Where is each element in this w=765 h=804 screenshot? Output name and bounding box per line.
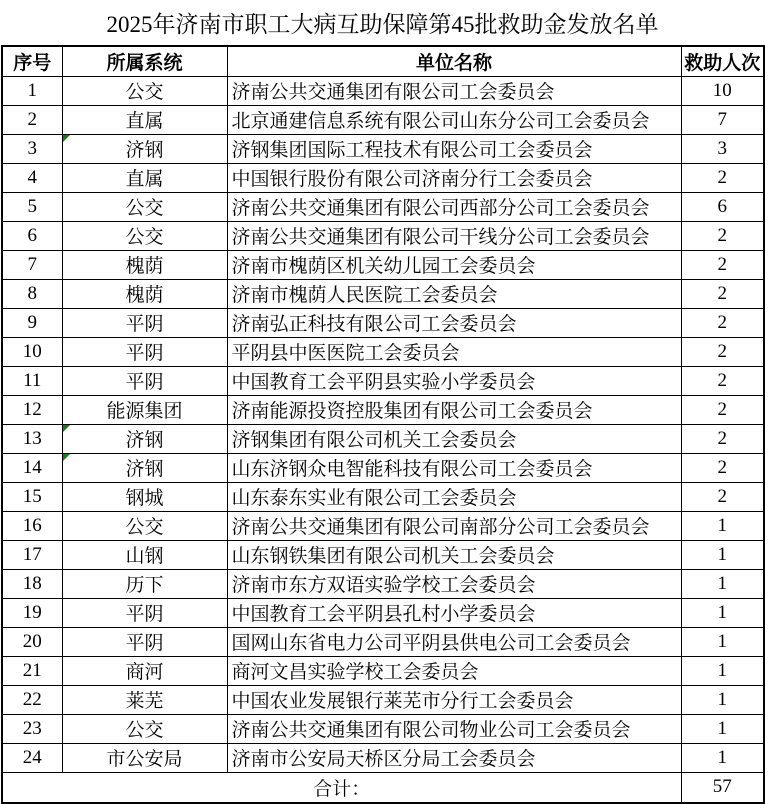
aid-count-cell: 1 bbox=[681, 627, 764, 656]
page-title: 2025年济南市职工大病互助保障第45批救助金发放名单 bbox=[106, 12, 659, 37]
table-row bbox=[2, 76, 764, 105]
unit-name-cell: 济南公共交通集团有限公司工会委员会 bbox=[227, 76, 681, 105]
serial-cell: 23 bbox=[2, 714, 62, 743]
cell-error-flag-triangle-icon bbox=[63, 454, 70, 461]
aid-count-cell: 2 bbox=[681, 453, 764, 482]
col-header-system: 所属系统 bbox=[62, 46, 227, 76]
aid-count-cell: 2 bbox=[681, 395, 764, 424]
system-cell: 济钢 bbox=[62, 424, 227, 453]
unit-name-cell: 济南公共交通集团有限公司干线分公司工会委员会 bbox=[227, 221, 681, 250]
aid-count-cell: 1 bbox=[681, 540, 764, 569]
serial-cell: 19 bbox=[2, 598, 62, 627]
serial-cell: 15 bbox=[2, 482, 62, 511]
system-cell: 商河 bbox=[62, 656, 227, 685]
unit-name-cell: 山东泰东实业有限公司工会委员会 bbox=[227, 482, 681, 511]
serial-cell: 8 bbox=[2, 279, 62, 308]
aid-count-cell: 1 bbox=[681, 598, 764, 627]
table-row bbox=[2, 366, 764, 395]
serial-cell: 14 bbox=[2, 453, 62, 482]
unit-name-cell: 济南市东方双语实验学校工会委员会 bbox=[227, 569, 681, 598]
serial-cell: 18 bbox=[2, 569, 62, 598]
unit-name-cell: 济南市槐荫区机关幼儿园工会委员会 bbox=[227, 250, 681, 279]
relief-fund-table bbox=[1, 45, 765, 804]
unit-name-cell: 济南弘正科技有限公司工会委员会 bbox=[227, 308, 681, 337]
serial-cell: 24 bbox=[2, 743, 62, 772]
cell-error-flag-triangle-icon bbox=[63, 425, 70, 432]
serial-cell: 1 bbox=[2, 76, 62, 105]
system-cell: 平阴 bbox=[62, 598, 227, 627]
aid-count-cell: 2 bbox=[681, 308, 764, 337]
table-row bbox=[2, 453, 764, 482]
aid-count-cell: 1 bbox=[681, 656, 764, 685]
cell-error-flag-triangle-icon bbox=[63, 135, 70, 142]
unit-name-cell: 中国教育工会平阴县孔村小学委员会 bbox=[227, 598, 681, 627]
system-cell: 槐荫 bbox=[62, 250, 227, 279]
aid-count-cell: 2 bbox=[681, 366, 764, 395]
table-row bbox=[2, 627, 764, 656]
system-cell: 钢城 bbox=[62, 482, 227, 511]
unit-name-cell: 济南市公安局天桥区分局工会委员会 bbox=[227, 743, 681, 772]
table-row bbox=[2, 134, 764, 163]
serial-cell: 7 bbox=[2, 250, 62, 279]
serial-cell: 16 bbox=[2, 511, 62, 540]
unit-name-cell: 山东济钢众电智能科技有限公司工会委员会 bbox=[227, 453, 681, 482]
table-body bbox=[2, 76, 764, 772]
system-cell: 槐荫 bbox=[62, 279, 227, 308]
system-cell: 能源集团 bbox=[62, 395, 227, 424]
aid-count-cell: 1 bbox=[681, 569, 764, 598]
table-row bbox=[2, 221, 764, 250]
table-row bbox=[2, 540, 764, 569]
table-row bbox=[2, 569, 764, 598]
system-cell: 济钢 bbox=[62, 134, 227, 163]
system-cell: 公交 bbox=[62, 76, 227, 105]
table-row bbox=[2, 192, 764, 221]
serial-cell: 6 bbox=[2, 221, 62, 250]
table-row bbox=[2, 482, 764, 511]
system-cell: 公交 bbox=[62, 192, 227, 221]
system-cell: 平阴 bbox=[62, 337, 227, 366]
table-row bbox=[2, 714, 764, 743]
aid-count-cell: 2 bbox=[681, 250, 764, 279]
aid-count-cell: 2 bbox=[681, 279, 764, 308]
table-row bbox=[2, 279, 764, 308]
system-cell: 公交 bbox=[62, 714, 227, 743]
table-row bbox=[2, 656, 764, 685]
system-cell: 公交 bbox=[62, 221, 227, 250]
table-row bbox=[2, 105, 764, 134]
system-cell: 直属 bbox=[62, 163, 227, 192]
system-cell: 市公安局 bbox=[62, 743, 227, 772]
system-cell: 历下 bbox=[62, 569, 227, 598]
aid-count-cell: 2 bbox=[681, 163, 764, 192]
system-cell: 直属 bbox=[62, 105, 227, 134]
table-row bbox=[2, 598, 764, 627]
table-row bbox=[2, 743, 764, 772]
system-cell: 济钢 bbox=[62, 453, 227, 482]
table-row bbox=[2, 511, 764, 540]
unit-name-cell: 济南公共交通集团有限公司西部分公司工会委员会 bbox=[227, 192, 681, 221]
serial-cell: 11 bbox=[2, 366, 62, 395]
serial-cell: 20 bbox=[2, 627, 62, 656]
aid-count-cell: 10 bbox=[681, 76, 764, 105]
total-row bbox=[2, 772, 764, 803]
col-header-serial: 序号 bbox=[2, 46, 62, 76]
unit-name-cell: 济南公共交通集团有限公司物业公司工会委员会 bbox=[227, 714, 681, 743]
table-row bbox=[2, 395, 764, 424]
serial-cell: 9 bbox=[2, 308, 62, 337]
aid-count-cell: 2 bbox=[681, 221, 764, 250]
aid-count-cell: 1 bbox=[681, 685, 764, 714]
aid-count-cell: 3 bbox=[681, 134, 764, 163]
system-cell: 平阴 bbox=[62, 308, 227, 337]
serial-cell: 21 bbox=[2, 656, 62, 685]
table-row bbox=[2, 308, 764, 337]
aid-count-cell: 6 bbox=[681, 192, 764, 221]
unit-name-cell: 平阴县中医医院工会委员会 bbox=[227, 337, 681, 366]
table-row bbox=[2, 685, 764, 714]
serial-cell: 13 bbox=[2, 424, 62, 453]
system-cell: 山钢 bbox=[62, 540, 227, 569]
total-label: 合计： bbox=[2, 772, 681, 803]
system-cell: 公交 bbox=[62, 511, 227, 540]
header-row bbox=[2, 46, 764, 76]
unit-name-cell: 济南市槐荫人民医院工会委员会 bbox=[227, 279, 681, 308]
col-header-aid-count: 救助人次 bbox=[681, 46, 764, 76]
table-row bbox=[2, 250, 764, 279]
system-cell: 莱芜 bbox=[62, 685, 227, 714]
unit-name-cell: 中国教育工会平阴县实验小学委员会 bbox=[227, 366, 681, 395]
serial-cell: 12 bbox=[2, 395, 62, 424]
table-row bbox=[2, 337, 764, 366]
aid-count-cell: 1 bbox=[681, 511, 764, 540]
unit-name-cell: 济钢集团有限公司机关工会委员会 bbox=[227, 424, 681, 453]
serial-cell: 2 bbox=[2, 105, 62, 134]
serial-cell: 10 bbox=[2, 337, 62, 366]
aid-count-cell: 2 bbox=[681, 424, 764, 453]
aid-count-cell: 7 bbox=[681, 105, 764, 134]
serial-cell: 4 bbox=[2, 163, 62, 192]
unit-name-cell: 济南能源投资控股集团有限公司工会委员会 bbox=[227, 395, 681, 424]
unit-name-cell: 济南公共交通集团有限公司南部分公司工会委员会 bbox=[227, 511, 681, 540]
table-row bbox=[2, 163, 764, 192]
serial-cell: 3 bbox=[2, 134, 62, 163]
system-cell: 平阴 bbox=[62, 627, 227, 656]
unit-name-cell: 中国银行股份有限公司济南分行工会委员会 bbox=[227, 163, 681, 192]
aid-count-cell: 2 bbox=[681, 337, 764, 366]
aid-count-cell: 1 bbox=[681, 743, 764, 772]
serial-cell: 5 bbox=[2, 192, 62, 221]
total-value: 57 bbox=[681, 772, 764, 803]
aid-count-cell: 1 bbox=[681, 714, 764, 743]
unit-name-cell: 国网山东省电力公司平阴县供电公司工会委员会 bbox=[227, 627, 681, 656]
system-cell: 平阴 bbox=[62, 366, 227, 395]
unit-name-cell: 济钢集团国际工程技术有限公司工会委员会 bbox=[227, 134, 681, 163]
serial-cell: 17 bbox=[2, 540, 62, 569]
unit-name-cell: 北京通建信息系统有限公司山东分公司工会委员会 bbox=[227, 105, 681, 134]
serial-cell: 22 bbox=[2, 685, 62, 714]
table-row bbox=[2, 424, 764, 453]
col-header-unit-name: 单位名称 bbox=[227, 46, 681, 76]
unit-name-cell: 中国农业发展银行莱芜市分行工会委员会 bbox=[227, 685, 681, 714]
unit-name-cell: 商河文昌实验学校工会委员会 bbox=[227, 656, 681, 685]
unit-name-cell: 山东钢铁集团有限公司机关工会委员会 bbox=[227, 540, 681, 569]
aid-count-cell: 2 bbox=[681, 482, 764, 511]
